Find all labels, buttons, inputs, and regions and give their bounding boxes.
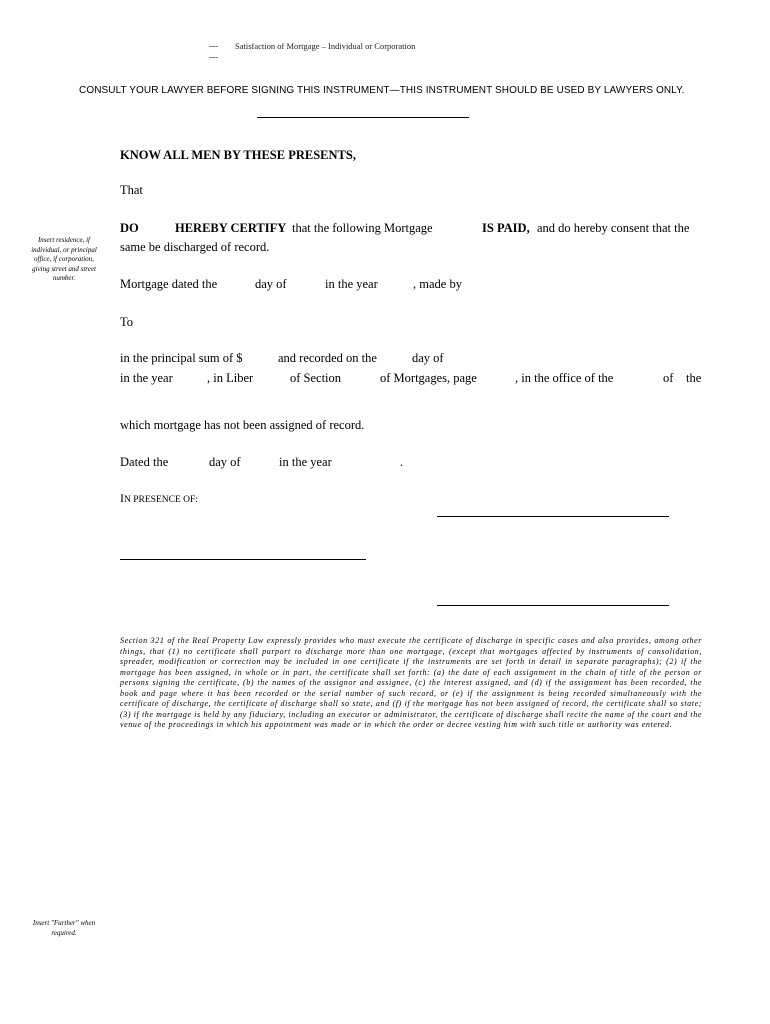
- discharged-text: same be discharged of record.: [120, 240, 270, 254]
- witness-signature-line: [120, 559, 366, 560]
- consult-lawyer-notice: CONSULT YOUR LAWYER BEFORE SIGNING THIS INSTRUMENT—THIS INSTRUMENT SHOULD BE USED BY LAWYERS ONLY.: [79, 85, 685, 96]
- consent-text: and do hereby consent that the: [537, 221, 690, 235]
- office-of-the-label: , in the office of the: [515, 371, 614, 385]
- section-321-footnote: Section 321 of the Real Property Law expressly provides who must execute the certificate of discharge in specific cases and also provides, among other things, that (1) no certificate shall purport to discharge more than one mortgage, (except that mortgages affected by instruments of consolidation, spreader, modification or correction may be included in one certificate if the instruments are set forth in detail in separate paragraphs); (2) if the mortgage has been assigned, in whole or in part, the certificate shall set forth: (a) the date of each assignment in the chain of title of the person or persons signing the certificate, (b) the names of the assignor and assignee, (c) the interest assigned, and (d) if the assignment has been recorded, the book and page where it has been recorded or the serial number of such record, or (e) if the assignment is being recorded simultaneously with the certificate of discharge, the certificate of discharge shall so state, and (f) if the mortgage has not been assigned of record, the certificate shall so state; (3) if the mortgage is held by any fiduciary, including an executor or administrator, the certificate of discharge shall recite the name of the court and the venue of the proceedings in which his appointment was made or in which the order or decree vesting him with such title or authority was entered.: [120, 636, 702, 729]
- document-title: Satisfaction of Mortgage – Individual or Corporation: [235, 41, 416, 51]
- know-all-men-heading: KNOW ALL MEN BY THESE PRESENTS,: [120, 148, 356, 162]
- of-section-label: of Section: [290, 371, 342, 385]
- in-the-year-label: in the year: [325, 277, 378, 291]
- day-of-label: day of: [412, 351, 444, 365]
- do-label: DO: [120, 221, 139, 235]
- margin-note-further: Insert "Further" when required.: [32, 919, 96, 937]
- in-presence-first-letter: I: [120, 491, 124, 505]
- header-dash: —: [209, 41, 218, 51]
- following-mortgage-text: that the following Mortgage: [292, 221, 433, 235]
- hereby-certify-label: HEREBY CERTIFY: [175, 221, 287, 235]
- signature-line: [437, 605, 669, 606]
- not-assigned-text: which mortgage has not been assigned of record.: [120, 418, 365, 432]
- recorded-on-label: and recorded on the: [278, 351, 377, 365]
- day-of-label: day of: [209, 455, 241, 469]
- of-label: of: [663, 371, 674, 385]
- period: .: [400, 455, 404, 469]
- that-label: That: [120, 183, 143, 197]
- signature-line: [437, 516, 669, 517]
- principal-sum-label: in the principal sum of $: [120, 351, 243, 365]
- consult-underline: [257, 117, 469, 118]
- dated-the-label: Dated the: [120, 455, 169, 469]
- in-the-year-label: in the year: [120, 371, 173, 385]
- in-liber-label: , in Liber: [207, 371, 254, 385]
- to-label: To: [120, 315, 134, 329]
- day-of-label: day of: [255, 277, 287, 291]
- in-the-year-label: in the year: [279, 455, 332, 469]
- mortgage-dated-label: Mortgage dated the: [120, 277, 218, 291]
- header-dash: —: [209, 52, 218, 62]
- of-mortgages-page-label: of Mortgages, page: [380, 371, 477, 385]
- in-presence-rest: N PRESENCE OF:: [124, 495, 198, 505]
- made-by-label: , made by: [413, 277, 462, 291]
- in-presence-of-label: [120, 489, 198, 507]
- the-label: the: [686, 371, 702, 385]
- margin-note-residence: Insert residence, if individual, or principal office, if corporation, giving street and street number.: [31, 236, 97, 282]
- is-paid-label: IS PAID,: [482, 221, 530, 235]
